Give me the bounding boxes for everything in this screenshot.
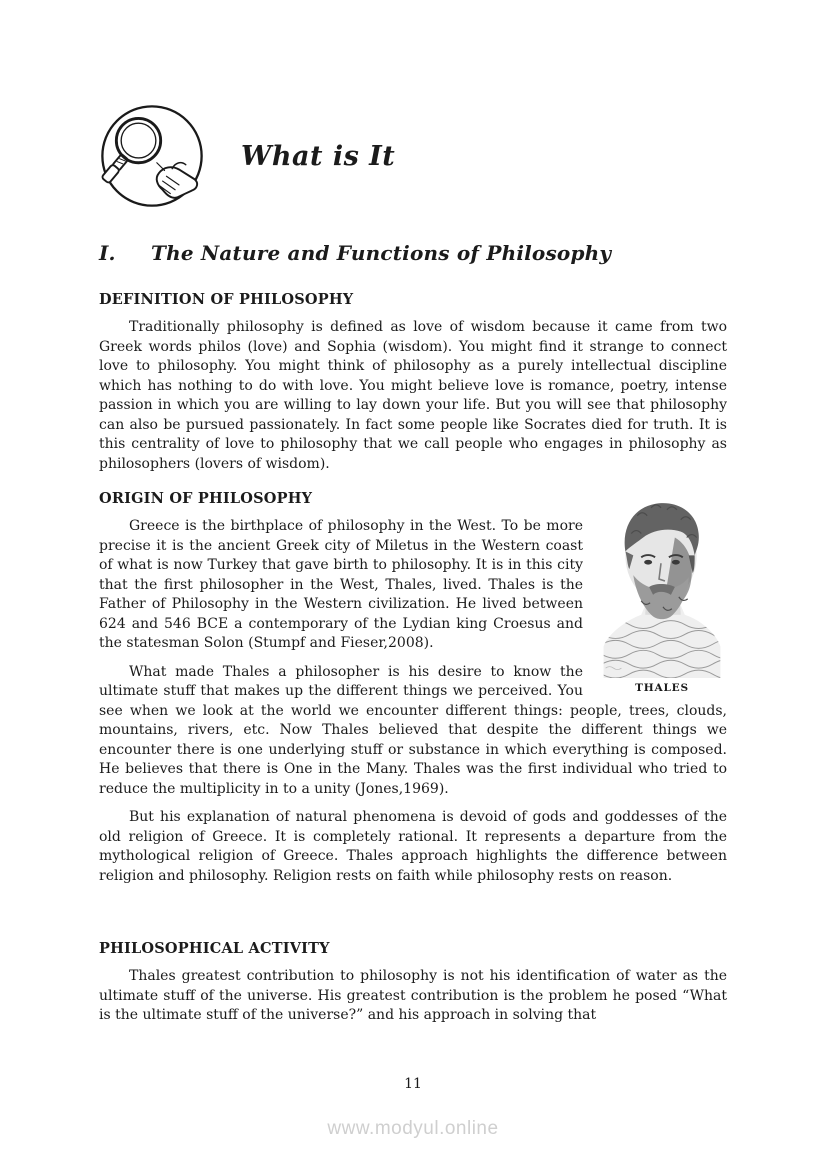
header [99, 103, 727, 209]
thales-portrait-engraving [597, 490, 727, 680]
origin-heading: ORIGIN OF PHILOSOPHY [99, 490, 313, 507]
thales-caption: THALES [635, 682, 689, 694]
origin-paragraph-3: But his explanation of natural phenomena is devoid of gods and goddesses of the old religion of Greece. It is completely rational. It represents a departure from the mythological religion of Greece. Thales approach highlights the difference between religion and philosophy. Religion rests on faith while philosophy rests on reason. [99, 809, 727, 884]
magnifying-glass-in-hand-icon [99, 103, 205, 209]
section-heading [99, 241, 727, 265]
section-numeral: I. [99, 241, 116, 265]
thales-figure [597, 490, 727, 694]
definition-paragraph: Traditionally philosophy is defined as love of wisdom because it came from two Greek words philos (love) and Sophia (wisdom). You might find it strange to connect love to philosophy. You might think of philosophy as a purely intellectual discipline which has nothing to do with love. You might believe love is romance, poetry, intense passion in which you are willing to lay down your life. But you will see that philosophy can also be pursued passionately. In fact some people like Socrates died for truth. It is this centrality of love to philosophy that we call people who engages in philosophy as philosophers (lovers of wisdom). [99, 319, 727, 472]
watermark: www.modyul.online [327, 1118, 499, 1139]
page-number: 11 [404, 1076, 422, 1092]
origin-paragraph-1: Greece is the birthplace of philosophy in the West. To be more precise it is the ancient Greek city of Miletus in the Western coast of what is now Turkey that gave birth to philosophy. It is in this city that the first philosopher in the West, Thales, lived. Thales is the Father of Philosophy in the Western civilization. He lived between 624 and 546 BCE a contemporary of the Lydian king Croesus and the statesman Solon (Stumpf and Fieser,2008). [99, 518, 583, 651]
activity-heading: PHILOSOPHICAL ACTIVITY [99, 940, 330, 957]
page-title: What is It [241, 140, 396, 172]
origin-paragraph-2: What made Thales a philosopher is his desire to know the ultimate stuff that makes up the different things we perceived. You see when we look at the world we encounter different things: people, trees, clouds, mountains, rivers, etc. Now Thales believed that despite the different things we encounter there is one underlying stuff or substance in which everything is composed. He believes that there is One in the Many. Thales was the first individual who tried to reduce the multiplicity in to a unity (Jones,1969). [99, 663, 727, 797]
section-title: The Nature and Functions of Philosophy [151, 241, 612, 265]
definition-heading: DEFINITION OF PHILOSOPHY [99, 291, 354, 308]
origin-section [99, 490, 727, 886]
activity-paragraph: Thales greatest contribution to philosophy is not his identification of water as the ultimate stuff of the universe. His greatest contribution is the problem he posed “What is the ultimate stuff of the universe?” and his approach in solving that [99, 968, 727, 1023]
